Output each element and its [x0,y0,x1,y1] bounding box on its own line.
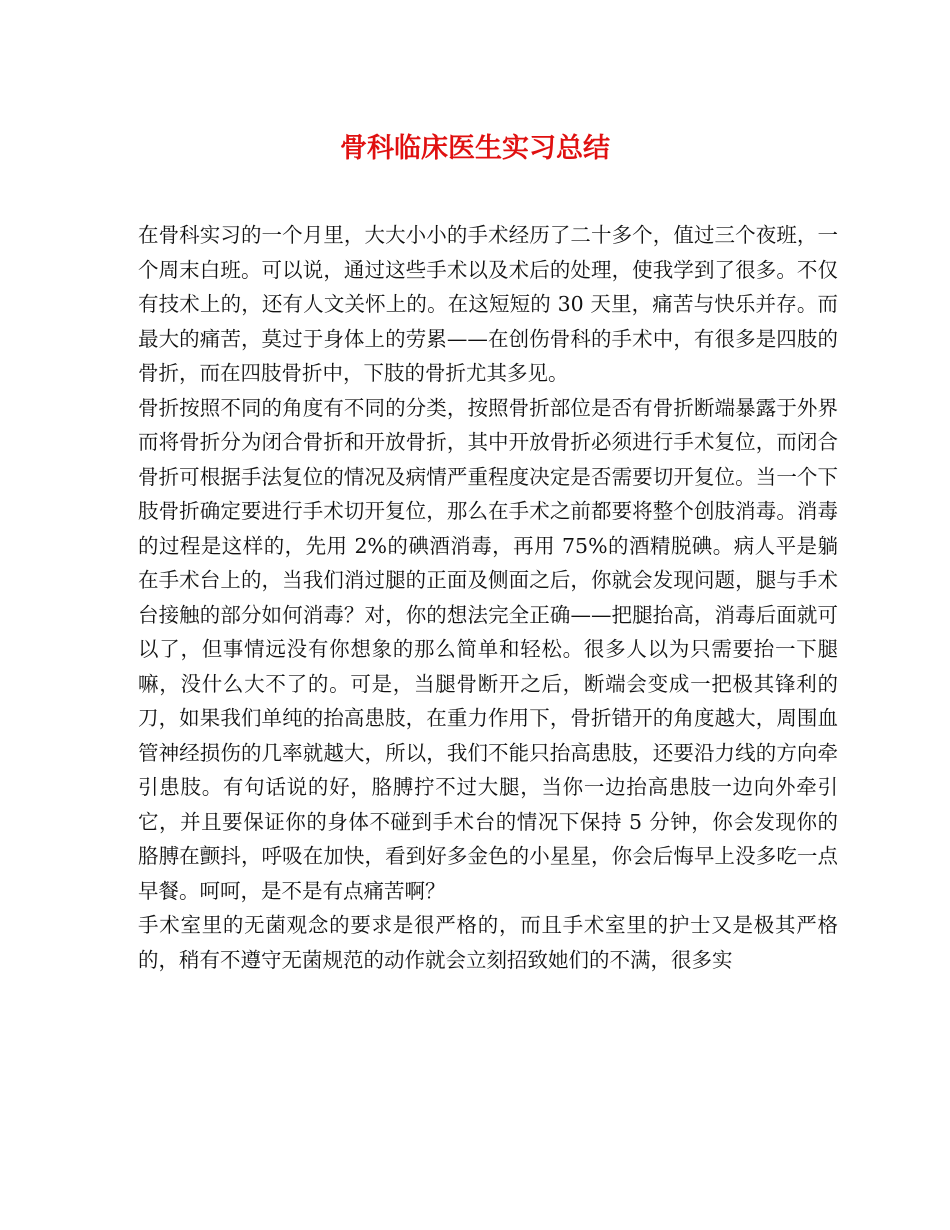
paragraph-3: 手术室里的无菌观念的要求是很严格的，而且手术室里的护士又是极其严格的，稍有不遵守无菌规范的动作就会立刻招致她们的不满，很多实 [138,913,838,972]
document-title: 骨科临床医生实习总结 [340,133,610,164]
paragraph-1: 在骨科实习的一个月里，大大小小的手术经历了二十多个，值过三个夜班，一个周末白班。可以说，通过这些手术以及术后的处理，使我学到了很多。不仅有技术上的，还有人文关怀上的。在这短短的 30 天里，痛苦与快乐并存。而最大的痛苦，莫过于身体上的劳累——在创伤骨科的手术中，有很多是四肢的骨折，而在四肢骨折中，下肢的骨折尤其多见。 [138,223,838,385]
paragraph-2: 骨折按照不同的角度有不同的分类，按照骨折部位是否有骨折断端暴露于外界而将骨折分为闭合骨折和开放骨折，其中开放骨折必须进行手术复位，而闭合骨折可根据手法复位的情况及病情严重程度决定是否需要切开复位。当一个下肢骨折确定要进行手术切开复位，那么在手术之前都要将整个创肢消毒。消毒的过程是这样的，先用 2%的碘酒消毒，再用 75%的酒精脱碘。病人平是躺在手术台上的，当我们消过腿的正面及侧面之后，你就会发现问题，腿与手术台接触的部分如何消毒？对，你的想法完全正确——把腿抬高，消毒后面就可以了，但事情远没有你想象的那么简单和轻松。很多人以为只需要抬一下腿嘛，没什么大不了的。可是，当腿骨断开之后，断端会变成一把极其锋利的刀，如果我们单纯的抬高患肢，在重力作用下，骨折错开的角度越大，周围血管神经损伤的几率就越大，所以，我们不能只抬高患肢，还要沿力线的方向牵引患肢。有句话说的好，胳膊拧不过大腿，当你一边抬高患肢一边向外牵引它，并且要保证你的身体不碰到手术台的情况下保持 5 分钟，你会发现你的胳膊在颤抖，呼吸在加快，看到好多金色的小星星，你会后悔早上没多吃一点早餐。呵呵，是不是有点痛苦啊？ [138,395,838,903]
document-body [138,218,838,977]
